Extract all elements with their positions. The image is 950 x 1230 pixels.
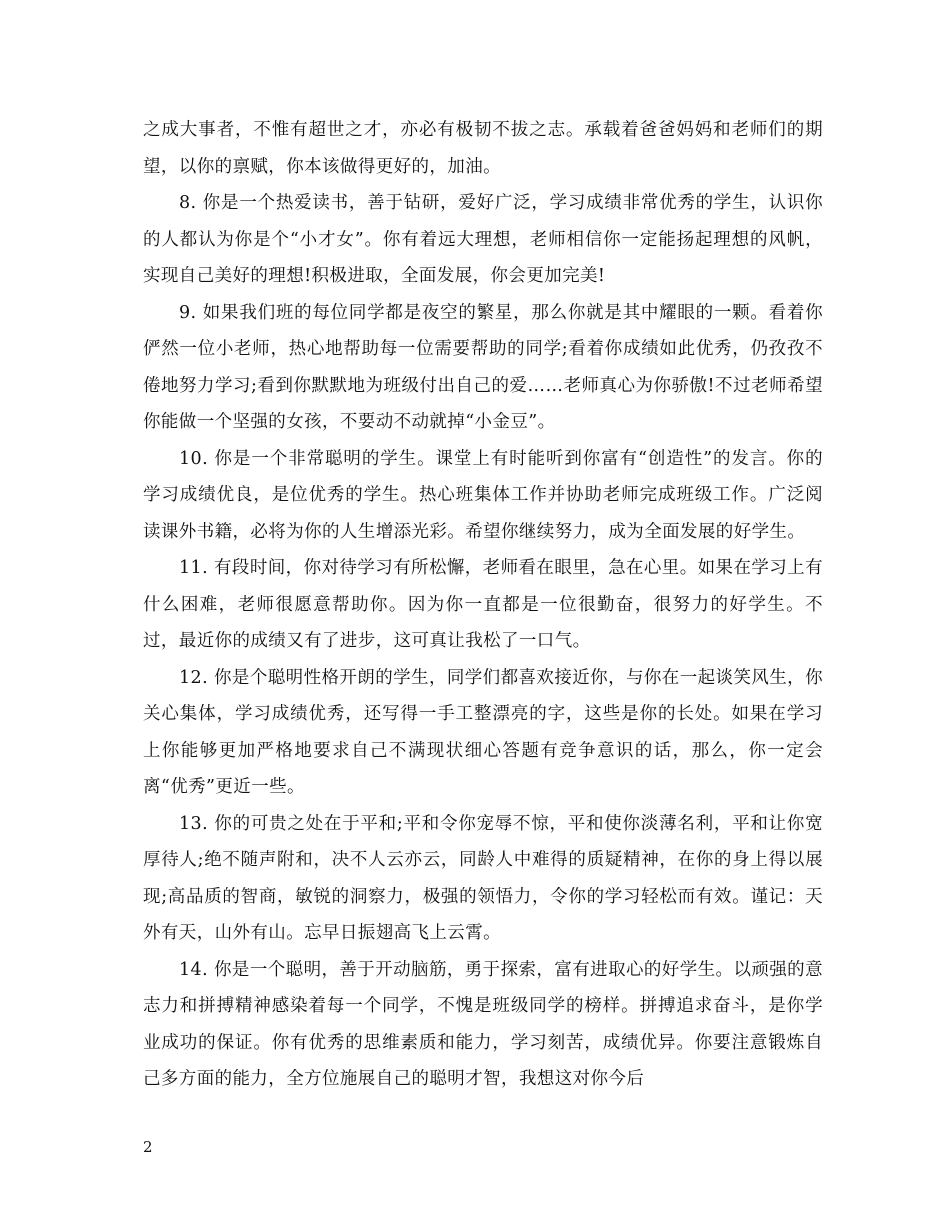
paragraph-item-9: 9. 如果我们班的每位同学都是夜空的繁星，那么你就是其中耀眼的一颗。看着你俨然一位小老师，热心地帮助每一位需要帮助的同学;看着你成绩如此优秀，仍孜孜不倦地努力学习;看到你默默地为班级付出自己的爱……老师真心为你骄傲!不过老师希望你能做一个坚强的女孩，不要动不动就掉“小金豆”。 [143,302,823,432]
document-body [143,112,823,1098]
paragraph-continuation: 之成大事者，不惟有超世之才，亦必有极韧不拔之志。承载着爸爸妈妈和老师们的期望，以你的禀赋，你本该做得更好的，加油。 [143,120,823,177]
paragraph-item-13: 13. 你的可贵之处在于平和;平和令你宠辱不惊，平和使你淡薄名利，平和让你宽厚待人;绝不随声附和，决不人云亦云，同龄人中难得的质疑精神，在你的身上得以展现;高品质的智商，敏锐的洞察力，极强的领悟力，令你的学习轻松而有效。谨记：天外有天，山外有山。忘早日振翅高飞上云霄。 [143,813,823,943]
page-number: 2 [143,1138,153,1156]
paragraph-item-10: 10. 你是一个非常聪明的学生。课堂上有时能听到你富有“创造性”的发言。你的学习成绩优良，是位优秀的学生。热心班集体工作并协助老师完成班级工作。广泛阅读课外书籍，必将为你的人生增添光彩。希望你继续努力，成为全面发展的好学生。 [143,448,823,542]
paragraph-item-8: 8. 你是一个热爱读书，善于钻研，爱好广泛，学习成绩非常优秀的学生，认识你的人都认为你是个“小才女”。你有着远大理想，老师相信你一定能扬起理想的风帆，实现自己美好的理想!积极进取，全面发展，你会更加完美! [143,193,823,286]
paragraph-item-12: 12. 你是个聪明性格开朗的学生，同学们都喜欢接近你，与你在一起谈笑风生，你关心集体，学习成绩优秀，还写得一手工整漂亮的字，这些是你的长处。如果在学习上你能够更加严格地要求自己不满现状细心答题有竞争意识的话，那么，你一定会离“优秀”更近一些。 [143,667,823,797]
paragraph-item-14: 14. 你是一个聪明，善于开动脑筋，勇于探索，富有进取心的好学生。以顽强的意志力和拼搏精神感染着每一个同学，不愧是班级同学的榜样。拼搏追求奋斗，是你学业成功的保证。你有优秀的思维素质和能力，学习刻苦，成绩优异。你要注意锻炼自己多方面的能力，全方位施展自己的聪明才智，我想这对你今后 [143,959,823,1089]
paragraph-item-11: 11. 有段时间，你对待学习有所松懈，老师看在眼里，急在心里。如果在学习上有什么困难，老师很愿意帮助你。因为你一直都是一位很勤奋，很努力的好学生。不过，最近你的成绩又有了进步，这可真让我松了一口气。 [143,558,823,651]
